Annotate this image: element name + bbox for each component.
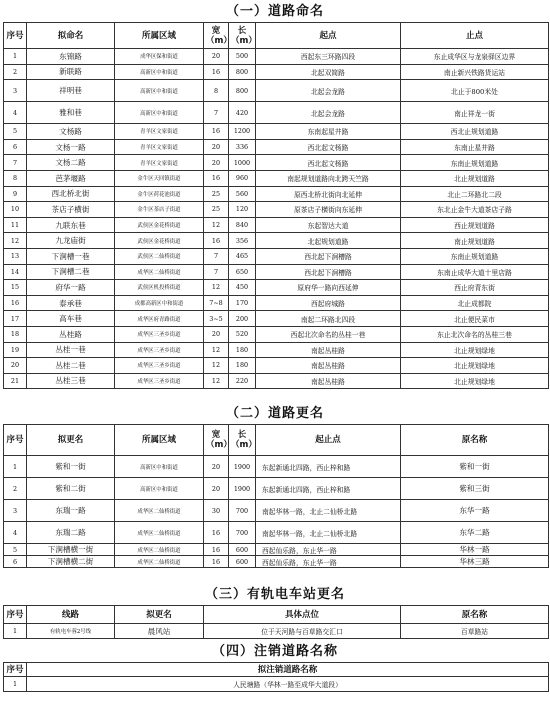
header-line: 线路 (27, 606, 115, 624)
cell-length: 356 (229, 233, 256, 249)
cell-length: 960 (229, 170, 256, 186)
header-area: 所属区域 (115, 425, 204, 456)
cell-start: 西起府城路 (256, 295, 401, 311)
cell-seq: 17 (4, 311, 27, 327)
cell-width: 7 (204, 248, 229, 264)
cell-start: 南起规划道路向北跨天竺路 (256, 170, 401, 186)
cell-end: 东南止星井路 (401, 139, 549, 155)
table-row (4, 64, 549, 80)
cell-name: 下涧槽一巷 (27, 248, 115, 264)
cell-area: 金牛区荷花池街道 (115, 186, 204, 202)
cell-width: 3~5 (204, 311, 229, 327)
cell-start: 西北起下涧槽路 (256, 248, 401, 264)
cell-start: 原茶店子横街向东延伸 (256, 202, 401, 218)
cell-name: 丛桂二巷 (27, 358, 115, 374)
section-title-road-naming: （一）道路命名 (225, 4, 324, 19)
cell-original-name: 华林三路 (401, 556, 549, 568)
cell-width: 20 (204, 478, 229, 500)
table-row (4, 80, 549, 102)
cell-area: 高新区中和街道 (115, 80, 204, 102)
table-row (4, 139, 549, 155)
cell-area: 成华区二仙桥街道 (115, 544, 204, 556)
table-row (4, 248, 549, 264)
cell-end: 东北止金牛大道茶店子路 (401, 202, 549, 218)
cell-name: 新联路 (27, 64, 115, 80)
cell-seq: 12 (4, 233, 27, 249)
cell-end: 北止成都院 (401, 295, 549, 311)
cell-start: 南起丛桂路 (256, 358, 401, 374)
cell-length: 120 (229, 202, 256, 218)
cell-width: 7 (204, 264, 229, 280)
cell-seq: 16 (4, 295, 27, 311)
cell-length: 650 (229, 264, 256, 280)
cell-length: 220 (229, 373, 256, 389)
header-location: 具体点位 (204, 606, 401, 624)
cell-width: 16 (204, 556, 229, 568)
cell-seq: 5 (4, 544, 27, 556)
cell-length: 1900 (229, 478, 256, 500)
table-row (4, 358, 549, 374)
cell-name: 西北桥北街 (27, 186, 115, 202)
cell-end: 西止规划道路 (401, 217, 549, 233)
cell-seq: 10 (4, 202, 27, 218)
cell-length: 180 (229, 358, 256, 374)
table-row (4, 264, 549, 280)
table-row (4, 456, 549, 478)
cell-length: 560 (229, 186, 256, 202)
cell-start: 北起会龙路 (256, 80, 401, 102)
cell-area: 成华区二仙桥街道 (115, 264, 204, 280)
cell-seq: 20 (4, 358, 27, 374)
cell-width: 20 (204, 155, 229, 171)
cell-name: 雅和巷 (27, 102, 115, 124)
cell-end: 北止规划绿地 (401, 342, 549, 358)
cell-width: 16 (204, 522, 229, 544)
cell-start: 南起丛桂路 (256, 373, 401, 389)
cell-start: 北起规划道路 (256, 233, 401, 249)
header-original-name: 原名称 (401, 606, 549, 624)
header-seq: 序号 (4, 663, 27, 677)
cell-name: 文杨二路 (27, 155, 115, 171)
header-length: 长（m） (229, 23, 256, 49)
cell-line: 有轨电车蓉2号线 (27, 624, 115, 639)
cell-original-name: 东华二路 (401, 522, 549, 544)
table-row (4, 102, 549, 124)
cell-width: 8 (204, 80, 229, 102)
table-row (4, 326, 549, 342)
cell-length: 600 (229, 556, 256, 568)
cell-width: 16 (204, 64, 229, 80)
cell-length: 1200 (229, 124, 256, 140)
cell-width: 16 (204, 544, 229, 556)
table-row (4, 170, 549, 186)
cell-area: 高新区中和街道 (115, 456, 204, 478)
cell-area: 成华区三圣乡街道 (115, 358, 204, 374)
cell-area: 成华区三圣乡街道 (115, 326, 204, 342)
cell-name: 文杨路 (27, 124, 115, 140)
cell-area: 成华区保和街道 (115, 49, 204, 65)
cell-name: 祥明巷 (27, 80, 115, 102)
cell-width: 7~8 (204, 295, 229, 311)
header-original-name: 原名称 (401, 425, 549, 456)
cell-length: 170 (229, 295, 256, 311)
road-cancellation-table (3, 662, 549, 692)
table-row (4, 124, 549, 140)
cell-area: 成华区三圣乡街道 (115, 342, 204, 358)
cell-length: 200 (229, 311, 256, 327)
table-row (4, 311, 549, 327)
cell-end: 东止成华区与龙泉驿区边界 (401, 49, 549, 65)
cell-name: 紫和二街 (27, 478, 115, 500)
cell-seq: 5 (4, 124, 27, 140)
cell-seq: 6 (4, 556, 27, 568)
cell-name: 丛桂三巷 (27, 373, 115, 389)
cell-area: 武侯区金花桥街道 (115, 217, 204, 233)
cell-name: 九联东巷 (27, 217, 115, 233)
cell-name: 九龙庙街 (27, 233, 115, 249)
table-row (4, 478, 549, 500)
table-header-row (4, 23, 549, 49)
cell-length: 800 (229, 64, 256, 80)
cell-end: 北止规划绿地 (401, 373, 549, 389)
cell-length: 700 (229, 522, 256, 544)
cell-original-name: 紫和三街 (401, 478, 549, 500)
cell-length: 520 (229, 326, 256, 342)
cell-seq: 4 (4, 522, 27, 544)
cell-original-name: 华林一路 (401, 544, 549, 556)
table-row (4, 556, 549, 568)
cell-start: 西北起下涧槽路 (256, 264, 401, 280)
cell-area: 青羊区文家街道 (115, 155, 204, 171)
cell-length: 336 (229, 139, 256, 155)
header-seq: 序号 (4, 23, 27, 49)
cell-area: 成都高新区中和街道 (115, 295, 204, 311)
cell-seq: 21 (4, 373, 27, 389)
cell-width: 25 (204, 186, 229, 202)
cell-end: 北止规划道路 (401, 170, 549, 186)
cell-width: 20 (204, 139, 229, 155)
cell-name: 东瑞二路 (27, 522, 115, 544)
cell-end: 东南止规划道路 (401, 248, 549, 264)
cell-area: 高新区中和街道 (115, 64, 204, 80)
table-row (4, 280, 549, 296)
cell-length: 1900 (229, 456, 256, 478)
table-row (4, 217, 549, 233)
cell-length: 700 (229, 500, 256, 522)
cell-area: 武侯区二仙桥街道 (115, 248, 204, 264)
cell-name: 高车巷 (27, 311, 115, 327)
cell-seq: 8 (4, 170, 27, 186)
table-row (4, 186, 549, 202)
cell-name: 府华一路 (27, 280, 115, 296)
cell-end: 西北止规划道路 (401, 124, 549, 140)
road-cancellation-body (4, 677, 549, 692)
road-renaming-table (3, 424, 549, 568)
cell-width: 20 (204, 49, 229, 65)
cell-area: 高新区中和街道 (115, 478, 204, 500)
cell-start: 西北起文杨路 (256, 139, 401, 155)
cell-start: 北起会龙路 (256, 102, 401, 124)
cell-start-end: 西起仙乐路，东止华一路 (256, 556, 401, 568)
cell-width: 12 (204, 217, 229, 233)
table-row (4, 624, 549, 639)
cell-area: 武侯区机投桥街道 (115, 280, 204, 296)
cell-start: 原西北桥北街向北延伸 (256, 186, 401, 202)
road-renaming-body (4, 456, 549, 568)
cell-name: 丛桂一巷 (27, 342, 115, 358)
cell-seq: 14 (4, 264, 27, 280)
cell-length: 500 (229, 49, 256, 65)
cell-width: 12 (204, 358, 229, 374)
cell-name: 东瑞一路 (27, 500, 115, 522)
cell-seq: 18 (4, 326, 27, 342)
cell-start: 南起二环路北四段 (256, 311, 401, 327)
cell-name: 文杨一路 (27, 139, 115, 155)
cell-area: 武侯区金花桥街道 (115, 233, 204, 249)
header-name: 拟命名 (27, 23, 115, 49)
section-title-road-renaming: （二）道路更名 (225, 406, 324, 421)
cell-area: 成华区二仙桥街道 (115, 522, 204, 544)
cell-start: 东起智达大道 (256, 217, 401, 233)
cell-width: 30 (204, 500, 229, 522)
cell-area: 成华区二仙桥街道 (115, 556, 204, 568)
cell-end: 北止规划绿地 (401, 358, 549, 374)
cell-length: 840 (229, 217, 256, 233)
cell-seq: 7 (4, 155, 27, 171)
road-naming-table (3, 22, 549, 389)
cell-area: 成华区三圣乡街道 (115, 373, 204, 389)
cell-area: 成华区二仙桥街道 (115, 500, 204, 522)
cell-seq: 13 (4, 248, 27, 264)
cell-width: 12 (204, 342, 229, 358)
cell-width: 16 (204, 124, 229, 140)
cell-width: 12 (204, 280, 229, 296)
cell-start-end: 南起华林一路，北止二仙桥北路 (256, 522, 401, 544)
tram-station-table (3, 605, 549, 639)
header-name: 拟更名 (115, 606, 204, 624)
cell-area: 青羊区文家街道 (115, 139, 204, 155)
cell-original-name: 百草路站 (401, 624, 549, 639)
header-start: 起点 (256, 23, 401, 49)
cell-name: 下涧槽横二街 (27, 556, 115, 568)
road-naming-body (4, 49, 549, 389)
cell-end: 南止祥龙一街 (401, 102, 549, 124)
table-row (4, 295, 549, 311)
header-end: 止点 (401, 23, 549, 49)
cell-seq: 4 (4, 102, 27, 124)
cell-width: 20 (204, 456, 229, 478)
table-row (4, 373, 549, 389)
cell-name: 紫和一街 (27, 456, 115, 478)
cell-seq: 15 (4, 280, 27, 296)
table-header-row (4, 663, 549, 677)
cell-length: 600 (229, 544, 256, 556)
cell-seq: 2 (4, 64, 27, 80)
table-row (4, 202, 549, 218)
cell-width: 25 (204, 202, 229, 218)
cell-end: 北止二环路北二段 (401, 186, 549, 202)
cell-width: 12 (204, 373, 229, 389)
cell-end: 北止于800米处 (401, 80, 549, 102)
cell-name: 东锦路 (27, 49, 115, 65)
cell-name: 丛桂路 (27, 326, 115, 342)
header-width: 宽（m） (204, 23, 229, 49)
table-row (4, 233, 549, 249)
cell-width: 16 (204, 170, 229, 186)
cell-end: 东止北次命名的丛桂三巷 (401, 326, 549, 342)
cell-cancel-name: 人民塘路（华林一路至成华大道段） (27, 677, 549, 692)
cell-area: 青羊区文家街道 (115, 124, 204, 140)
cell-original-name: 紫和一街 (401, 456, 549, 478)
cell-name: 晨风站 (115, 624, 204, 639)
table-header-row (4, 425, 549, 456)
cell-seq: 9 (4, 186, 27, 202)
cell-name: 茶店子横街 (27, 202, 115, 218)
cell-start: 原府华一路向西延伸 (256, 280, 401, 296)
header-start-end: 起止点 (256, 425, 401, 456)
cell-end: 西止府青东街 (401, 280, 549, 296)
cell-length: 800 (229, 80, 256, 102)
cell-original-name: 东华一路 (401, 500, 549, 522)
cell-area: 成华区府青路街道 (115, 311, 204, 327)
table-row (4, 155, 549, 171)
cell-seq: 1 (4, 624, 27, 639)
table-row (4, 677, 549, 692)
table-row (4, 49, 549, 65)
header-name: 拟更名 (27, 425, 115, 456)
cell-length: 1000 (229, 155, 256, 171)
cell-start: 北起双简路 (256, 64, 401, 80)
cell-length: 465 (229, 248, 256, 264)
table-header-row (4, 606, 549, 624)
tram-station-body (4, 624, 549, 639)
cell-name: 泰承巷 (27, 295, 115, 311)
cell-width: 7 (204, 102, 229, 124)
cell-width: 20 (204, 326, 229, 342)
cell-length: 450 (229, 280, 256, 296)
cell-width: 16 (204, 233, 229, 249)
cell-location: 位于天河路与百草路交汇口 (204, 624, 401, 639)
header-width: 宽（m） (204, 425, 229, 456)
cell-seq: 1 (4, 677, 27, 692)
cell-start: 西起北次命名的丛桂一巷 (256, 326, 401, 342)
cell-start: 南起丛桂路 (256, 342, 401, 358)
cell-seq: 19 (4, 342, 27, 358)
cell-name: 下涧槽横一街 (27, 544, 115, 556)
cell-start-end: 东起新通北四路，西止梓和路 (256, 478, 401, 500)
cell-seq: 6 (4, 139, 27, 155)
table-row (4, 500, 549, 522)
header-seq: 序号 (4, 425, 27, 456)
cell-seq: 11 (4, 217, 27, 233)
cell-start: 东南起星井路 (256, 124, 401, 140)
cell-end: 南止新兴铁路货运站 (401, 64, 549, 80)
cell-seq: 3 (4, 500, 27, 522)
cell-start-end: 西起仙乐路，东止华一路 (256, 544, 401, 556)
section-title-road-cancellation: （四）注销道路名称 (211, 644, 338, 659)
cell-seq: 1 (4, 49, 27, 65)
cell-start-end: 东起新通北四路，西止梓和路 (256, 456, 401, 478)
cell-area: 高新区中和街道 (115, 102, 204, 124)
table-row (4, 342, 549, 358)
cell-area: 金牛区天回镇街道 (115, 170, 204, 186)
cell-area: 金牛区茶店子街道 (115, 202, 204, 218)
cell-end: 东南止规划道路 (401, 155, 549, 171)
section-title-tram-station-renaming: （三）有轨电车站更名 (204, 587, 345, 602)
cell-end: 北止便民菜市 (401, 311, 549, 327)
cell-seq: 3 (4, 80, 27, 102)
cell-length: 420 (229, 102, 256, 124)
cell-end: 东南止成华大道十里店路 (401, 264, 549, 280)
cell-length: 180 (229, 342, 256, 358)
cell-name: 芭茅堰路 (27, 170, 115, 186)
header-seq: 序号 (4, 606, 27, 624)
cell-name: 下涧槽二巷 (27, 264, 115, 280)
cell-seq: 1 (4, 456, 27, 478)
header-area: 所属区域 (115, 23, 204, 49)
cell-end: 南止规划道路 (401, 233, 549, 249)
table-row (4, 522, 549, 544)
cell-start-end: 南起华林一路，北止二仙桥北路 (256, 500, 401, 522)
cell-seq: 2 (4, 478, 27, 500)
cell-start: 西北起文杨路 (256, 155, 401, 171)
table-row (4, 544, 549, 556)
header-cancel-name: 拟注销道路名称 (27, 663, 549, 677)
header-length: 长（m） (229, 425, 256, 456)
cell-start: 西起东三环路四段 (256, 49, 401, 65)
